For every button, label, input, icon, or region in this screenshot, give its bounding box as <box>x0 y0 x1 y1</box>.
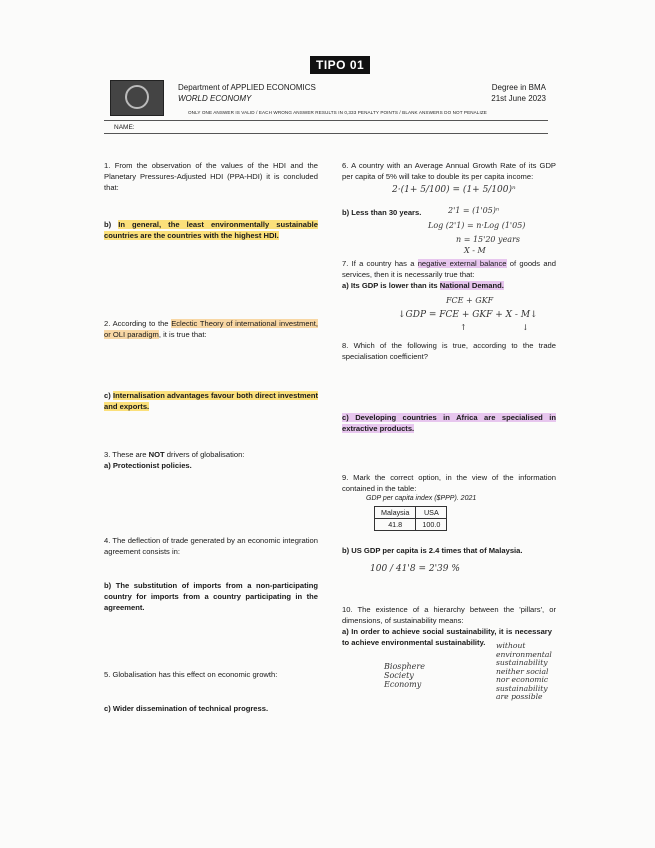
handwritten-q9-calc: 100 / 41'8 = 2'39 % <box>370 564 460 574</box>
course-name: WORLD ECONOMY <box>178 94 252 103</box>
table-header-usa: USA <box>416 507 447 519</box>
question-3: 3. These are NOT drivers of globalisation: <box>104 450 245 459</box>
question-5: 5. Globalisation has this effect on economic growth: <box>104 670 278 679</box>
answer-3: a) Protectionist policies. <box>104 461 192 470</box>
table-cell-usa: 100.0 <box>416 519 447 531</box>
table-cell-malaysia: 41.8 <box>375 519 416 531</box>
handwritten-q7-up-arrow: ↑ <box>460 323 467 332</box>
answer-5: c) Wider dissemination of technical progress. <box>104 704 269 713</box>
handwritten-q7-down-arrow: ↓ <box>522 323 529 332</box>
answer-1: b) In general, the least environmentally sustainable countries are the countries with the highest HDI. <box>104 220 319 240</box>
question-1: 1. From the observation of the values of the HDI and the Planetary Pressures-Adjusted HDI (PPA-HDI) it is concluded that: <box>104 161 318 192</box>
degree-name: Degree in BMA <box>491 83 546 92</box>
answer-10: a) In order to achieve social sustainability, it is necessary to achieve environmental sustainability. <box>342 627 552 647</box>
question-8: 8. Which of the following is true, according to the trade specialisation coefficient? <box>342 341 556 361</box>
table-header-malaysia: Malaysia <box>375 507 416 519</box>
header-right <box>482 82 546 104</box>
handwritten-q6-formula: 2·(1+ 5/100) = (1+ 5/100)ⁿ <box>392 185 516 195</box>
handwritten-q10-note: without environmental sustainability neither social nor economic sustainability are possible <box>496 641 552 701</box>
handwritten-q7-equation: ↓GDP = FCE + GKF + X - M↓ <box>398 310 538 320</box>
table-caption: GDP per capita index ($PPP). 2021 <box>366 495 477 502</box>
name-label: NAME: <box>114 124 135 131</box>
handwritten-q7-fce: FCE + GKF <box>446 296 494 305</box>
table-header-row <box>375 507 447 519</box>
handwritten-q10-pillars: Biosphere Society Economy <box>384 662 425 689</box>
gdp-table <box>374 506 447 531</box>
answer-4: b) The substitution of imports from a non-participating country for imports from a country participating in the agreement. <box>104 581 318 612</box>
answer-2: c) Internalisation advantages favour both direct investment and exports. <box>104 391 318 411</box>
question-2: 2. According to the Eclectic Theory of international investment, or OLI paradigm, it is true that: <box>104 319 318 339</box>
handwritten-q6-line4: n = 15'20 years <box>456 235 520 244</box>
handwritten-q7-xm: X - M <box>464 246 486 255</box>
question-4: 4. The deflection of trade generated by an economic integration agreement consists in: <box>104 536 318 556</box>
answer-6: b) Less than 30 years. <box>342 208 422 217</box>
instructions-notice: ONLY ONE ANSWER IS VALID / EACH WRONG ANSWER RESULTS IN 0,333 PENALTY POINTS / BLANK ANSWERS DO NOT PENALIZE <box>188 110 487 115</box>
exam-type-label: TIPO 01 <box>310 56 370 74</box>
answer-8: c) Developing countries in Africa are specialised in extractive products. <box>342 413 556 433</box>
question-9: 9. Mark the correct option, in the view of the information contained in the table: <box>342 473 556 493</box>
question-10: 10. The existence of a hierarchy between the 'pillars', or dimensions, of sustainability means: <box>342 605 556 625</box>
university-logo <box>110 80 164 116</box>
question-7: 7. If a country has a negative external balance of goods and services, then it is necessarily true that: <box>342 259 556 279</box>
table-row <box>375 519 447 531</box>
department-name: Department of APPLIED ECONOMICS <box>178 83 316 92</box>
handwritten-q6-line2: 2'1 = (1'05)ⁿ <box>448 206 500 215</box>
answer-7: a) Its GDP is lower than its National Demand. <box>342 281 504 290</box>
question-6: 6. A country with an Average Annual Growth Rate of its GDP per capita of 5% will take to double its per capita income: <box>342 161 556 181</box>
name-field[interactable] <box>104 120 548 134</box>
handwritten-q6-line3: Log (2'1) = n·Log (1'05) <box>428 221 526 230</box>
answer-9: b) US GDP per capita is 2.4 times that of Malaysia. <box>342 546 523 555</box>
header-left <box>178 82 316 104</box>
exam-date: 21st June 2023 <box>491 94 546 103</box>
